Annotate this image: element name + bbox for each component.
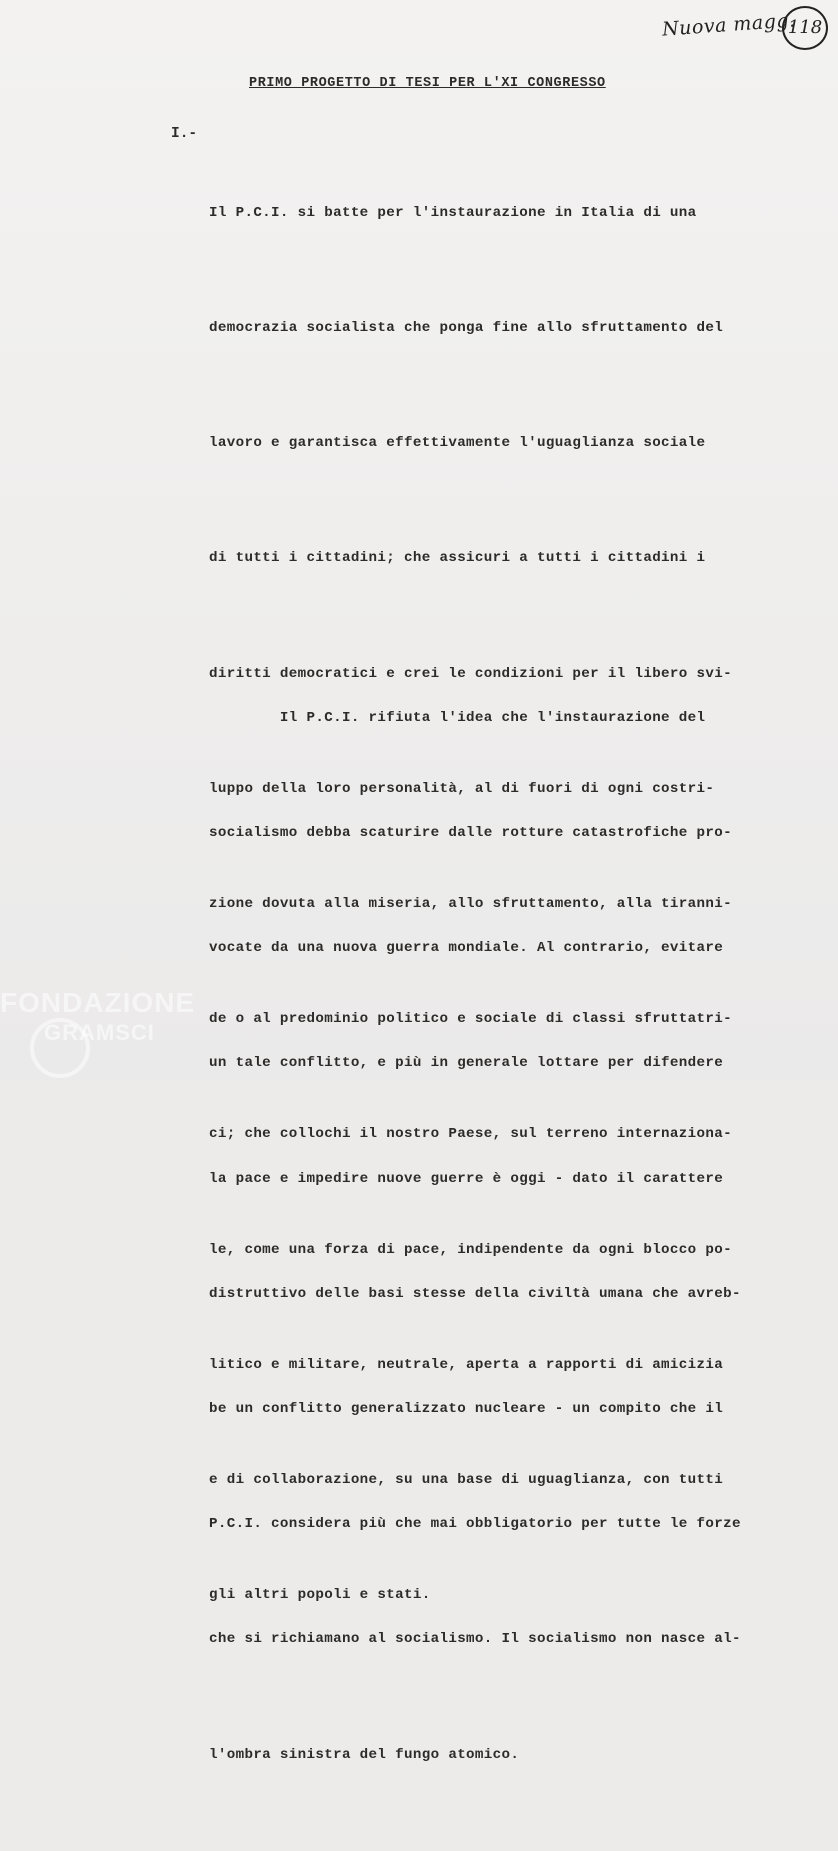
text-line: le, come una forza di pace, indipendente da ogni blocco po- [209,1241,732,1258]
watermark-line-2: GRAMSCI [44,1020,155,1045]
folio-number: 118 [782,6,828,50]
document-title: PRIMO PROGETTO DI TESI PER L'XI CONGRESSO [249,76,606,91]
text-line: diritti democratici e crei le condizioni per il libero svi- [209,665,732,682]
paragraph-2 [209,622,809,1851]
text-line: litico e militare, neutrale, aperta a rapporti di amicizia [209,1356,724,1373]
watermark [0,988,195,1048]
text-line: distruttivo delle basi stesse della civiltà umana che avreb- [209,1285,741,1302]
text-line: democrazia socialista che ponga fine allo sfruttamento del [209,320,724,337]
text-line: la pace e impedire nuove guerre è oggi - dato il carattere [209,1170,724,1187]
text-line: Il P.C.I. rifiuta l'idea che l'instaurazione del [209,709,706,726]
text-line: de o al predominio politico e sociale di classi sfruttatri- [209,1011,732,1028]
text-line: un tale conflitto, e più in generale lottare per difendere [209,1055,724,1072]
text-line: e di collaborazione, su una base di uguaglianza, con tutti [209,1472,724,1489]
text-line: l'ombra sinistra del fungo atomico. [209,1746,520,1763]
text-line: be un conflitto generalizzato nucleare - un compito che il [209,1401,724,1418]
text-line: di tutti i cittadini; che assicuri a tutti i cittadini i [209,550,706,567]
text-line: zione dovuta alla miseria, allo sfruttamento, alla tiranni- [209,896,732,913]
section-number: I.- [171,126,198,142]
text-line: socialismo debba scaturire dalle rotture catastrofiche pro- [209,825,732,842]
text-line: vocate da una nuova guerra mondiale. Al contrario, evitare [209,940,724,957]
text-line: Il P.C.I. si batte per l'instaurazione in Italia di una [209,204,697,221]
text-line: lavoro e garantisca effettivamente l'uguaglianza sociale [209,435,706,452]
watermark-line-1: FONDAZIONE [0,987,196,1018]
handwritten-annotation: Nuova magg. [661,9,797,41]
text-line: luppo della loro personalità, al di fuori di ogni costri- [209,780,715,797]
text-line: che si richiamano al socialismo. Il socialismo non nasce al- [209,1631,741,1648]
text-line: gli altri popoli e stati. [209,1587,431,1604]
text-line: ci; che collochi il nostro Paese, sul terreno internaziona- [209,1126,732,1143]
text-line: P.C.I. considera più che mai obbligatorio per tutte le forze [209,1516,741,1533]
